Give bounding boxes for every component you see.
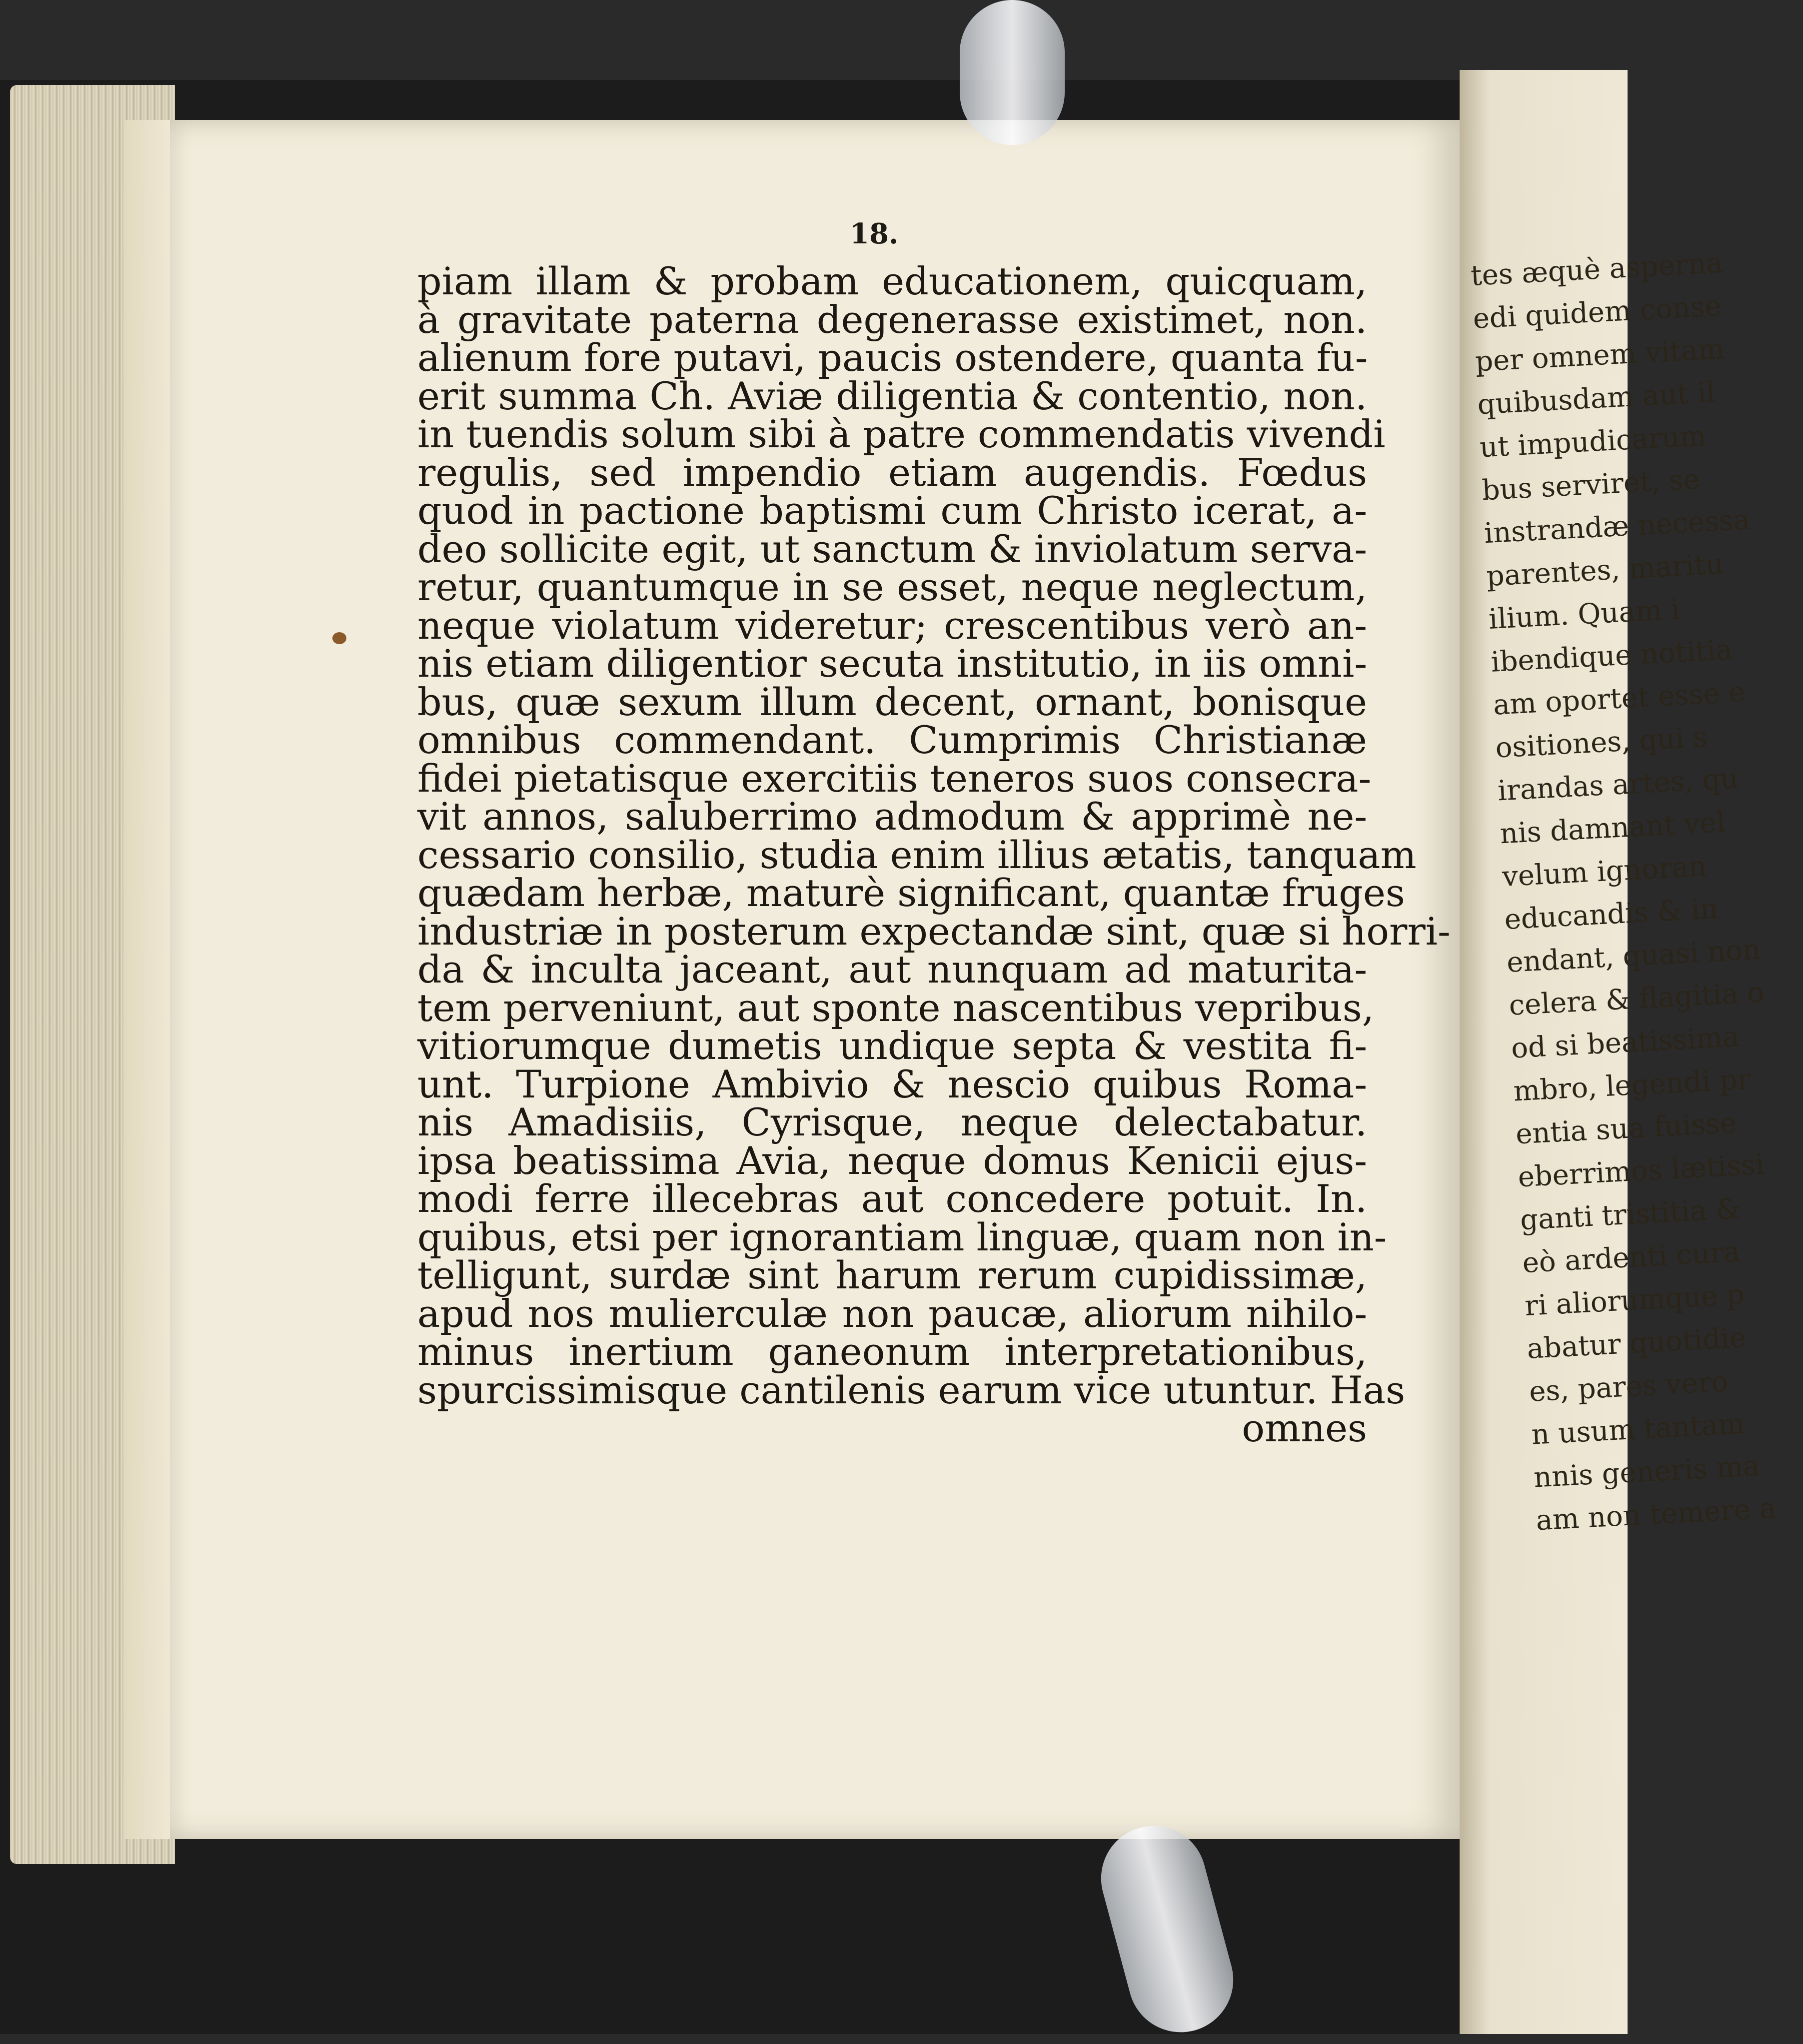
text-line: alienum fore putavi, paucis ostendere, quanta fu-	[417, 335, 1368, 380]
text-line: quædam herbæ, maturè significant, quantæ fruges	[417, 871, 1405, 915]
facing-line: entia sua fuisse	[1515, 1106, 1738, 1151]
facing-page-text	[1470, 246, 1777, 1542]
text-line: modi ferre illecebras aut concedere potuit. In.	[417, 1176, 1367, 1221]
text-line: vit annos, saluberrimo admodum & apprimè ne-	[417, 794, 1367, 839]
facing-line: nnis generis ma	[1533, 1450, 1761, 1494]
paper-spot	[332, 632, 346, 644]
text-line: omnibus commendant. Cumprimis Christianæ	[417, 718, 1367, 762]
book-clip-top	[960, 0, 1065, 145]
facing-line: eberrimos lætissi	[1517, 1148, 1766, 1194]
facing-line: ut impudicarum	[1479, 419, 1708, 464]
facing-line: educandis & in	[1504, 892, 1719, 937]
body-text	[417, 259, 1451, 1450]
facing-line: eò ardenti cura	[1522, 1235, 1741, 1280]
text-line: erit summa Ch. Aviæ diligentia & contentio, non.	[417, 373, 1367, 418]
facing-line: ilium. Quam i	[1488, 593, 1681, 636]
text-line: piam illam & probam educationem, quicquam,	[417, 259, 1367, 303]
facing-line: parentes, maritu	[1486, 548, 1725, 593]
facing-line: nis damnant vel	[1499, 806, 1727, 851]
facing-line: am non temere a	[1535, 1492, 1777, 1537]
text-line: nis Amadisiis, Cyrisque, neque delectabatur.	[417, 1100, 1367, 1144]
facing-line: tes æquè asperna	[1470, 246, 1724, 292]
catchword: omnes	[1242, 1406, 1367, 1450]
facing-line: per omnem vitam	[1474, 332, 1726, 378]
text-line: tem perveniunt, aut sponte nascentibus vepribus,	[417, 985, 1374, 1030]
facing-line: edi quidem conse	[1472, 289, 1723, 335]
facing-line: ganti tristitia &	[1519, 1192, 1742, 1237]
facing-line: mbro, legendi pr	[1513, 1062, 1752, 1108]
text-line: unt. Turpione Ambivio & nescio quibus Roma-	[417, 1061, 1367, 1106]
facing-line: es, pares vero	[1528, 1365, 1729, 1408]
facing-line: am oportet esse e	[1492, 676, 1747, 722]
text-line: minus inertium ganeonum interpretationibus,	[417, 1329, 1367, 1374]
text-line: nis etiam diligentior secuta institutio, in iis omni-	[417, 641, 1367, 686]
facing-line: abatur quotidie	[1526, 1321, 1747, 1365]
facing-line: n usum tantam	[1531, 1407, 1746, 1451]
facing-line: irandas artes, qu	[1497, 762, 1740, 808]
text-line: retur, quantumque in se esset, neque neglectum,	[417, 565, 1367, 609]
page-number: 18.	[850, 217, 899, 250]
facing-line: ri aliorumque p	[1524, 1278, 1746, 1323]
text-line: neque violatum videretur; crescentibus verò an-	[417, 603, 1367, 648]
facing-page	[1460, 70, 1777, 2034]
text-line: spurcissimisque cantilenis earum vice utuntur. Has	[417, 1367, 1406, 1412]
text-line: quod in pactione baptismi cum Christo icerat, a-	[417, 488, 1367, 533]
facing-line: ibendique notitia	[1490, 633, 1734, 679]
text-line: apud nos mulierculæ non paucæ, aliorum nihilo-	[417, 1291, 1367, 1336]
facing-line: instrandæ necessa	[1483, 503, 1751, 550]
facing-line: ositiones, qui s	[1495, 721, 1709, 765]
text-line: vitiorumque dumetis undique septa & vestita fi-	[417, 1023, 1367, 1068]
text-line: deo sollicite egit, ut sanctum & inviolatum serva-	[417, 526, 1367, 571]
text-line: industriæ in posterum expectandæ sint, quæ si horri-	[417, 909, 1451, 954]
facing-line: bus serviret, se	[1481, 463, 1701, 507]
facing-line: velum ignoran	[1501, 850, 1708, 894]
facing-line: quibusdam aut il	[1477, 376, 1716, 421]
page-gutter	[125, 120, 175, 1839]
text-line: ipsa beatissima Avia, neque domus Kenicii ejus-	[417, 1138, 1367, 1183]
text-line: fidei pietatisque exercitiis teneros suos consecra-	[417, 756, 1372, 801]
text-line: bus, quæ sexum illum decent, ornant, bonisque	[417, 679, 1367, 724]
text-line: cessario consilio, studia enim illius ætatis, tanquam	[417, 832, 1417, 877]
text-line: telligunt, surdæ sint harum rerum cupidissimæ,	[417, 1253, 1367, 1297]
facing-line: endant, quasi non	[1506, 933, 1762, 980]
text-line: quibus, etsi per ignorantiam linguæ, quam non in-	[417, 1214, 1387, 1259]
text-line: à gravitate paterna degenerasse existimet, non.	[417, 297, 1367, 342]
facing-line: od si beatissima	[1510, 1020, 1740, 1065]
text-line: regulis, sed impendio etiam augendis. Fœdus	[417, 450, 1367, 495]
text-line: in tuendis solum sibi à patre commendatis vivendi	[417, 412, 1386, 456]
facing-line: celera & flagitia o	[1508, 976, 1765, 1022]
text-line: da & inculta jaceant, aut nunquam ad maturita-	[417, 947, 1367, 992]
